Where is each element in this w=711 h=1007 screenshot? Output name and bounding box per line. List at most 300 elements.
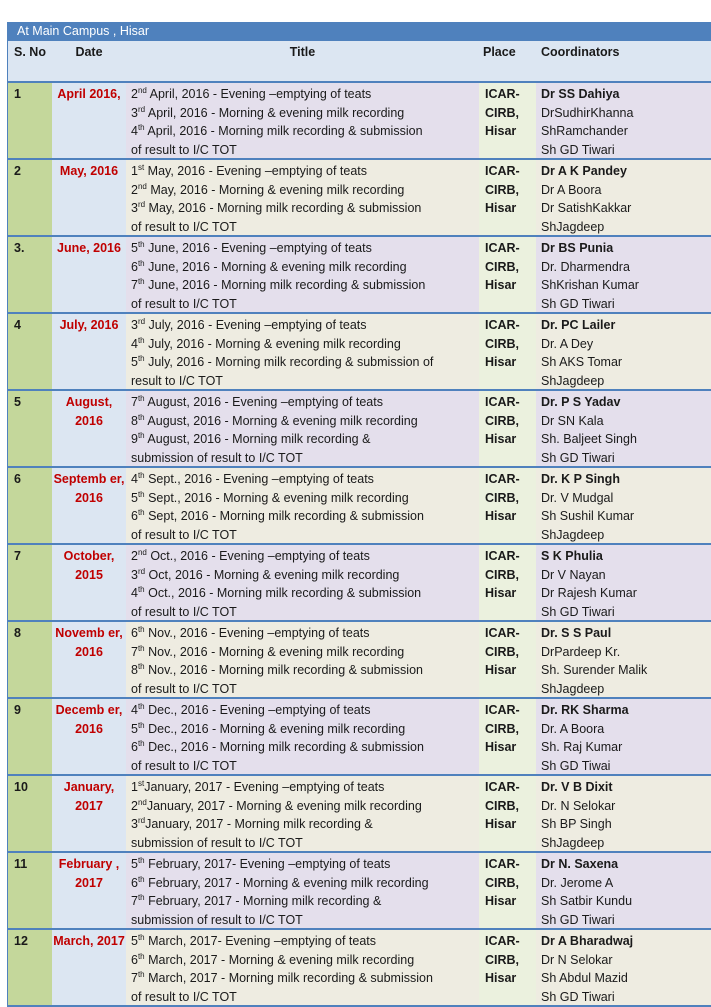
cell-date: February , 2017 [52,853,126,928]
place-line: Hisar [485,894,517,908]
day-number: 6 [131,740,138,754]
ordinal-suffix: nd [137,797,147,807]
cell-title [126,776,479,851]
title-text: Dec., 2016 - Evening –emptying of teats [144,703,371,717]
cell-date: Septemb er, 2016 [52,468,126,543]
cell-place [479,853,536,928]
title-text: May, 2016 - Morning & evening milk recording [146,182,405,197]
place-line: CIRB, [485,105,520,120]
cell-date: January, 2017 [52,776,126,851]
coordinator-name: Sh. Baljeet Singh [541,432,637,446]
title-line [131,680,479,699]
title-text: April, 2016 - Morning & evening milk recording [145,105,405,120]
coordinator-name: Dr N. Saxena [541,857,619,871]
ordinal-suffix: th [137,354,145,363]
title-text: submission of result to I/C TOT [131,450,303,465]
place-line: ICAR- [485,703,520,717]
cell-sno: 4 [8,314,52,389]
cell-date: October, 2015 [52,545,126,620]
title-text: of result to I/C TOT [131,296,237,311]
title-text: August, 2016 - Morning milk recording & [144,432,371,446]
title-line [131,584,479,603]
table-body [8,83,711,1005]
cell-title [126,545,479,620]
coordinator-name: Dr. Dharmendra [541,259,630,274]
place-line: Hisar [485,586,517,600]
day-number: 3 [131,201,138,215]
title-text: January, 2017 - Morning milk recording & [145,817,373,831]
table-row [8,699,711,776]
ordinal-suffix: th [137,123,145,132]
coordinator-name: Dr BS Punia [541,241,614,255]
title-line [131,526,479,545]
coordinator-name: Sh Satbir Kundu [541,894,633,908]
cell-place [479,622,536,697]
ordinal-suffix: nd [137,86,147,95]
day-number: 7 [131,644,138,659]
cell-sno: 3. [8,237,52,312]
title-text: Nov., 2016 - Morning milk recording & submission [144,663,423,677]
title-text: March, 2017 - Morning milk recording & submission [144,971,433,985]
title-line [131,199,479,218]
ordinal-suffix: th [137,394,145,403]
cell-coordinators [536,853,711,928]
day-number: 5 [131,490,138,505]
coordinator-name: Sh Abdul Mazid [541,971,628,985]
coordinator-name: ShRamchander [541,124,628,138]
coordinator-name: S K Phulia [541,549,603,563]
place-line: CIRB, [485,952,520,967]
coordinator-name: Dr. V B Dixit [541,780,613,794]
cell-place [479,83,536,158]
ordinal-suffix: th [137,585,145,594]
coordinator-name: Dr. A Boora [541,721,605,736]
title-line [131,778,479,797]
day-number: 4 [131,703,138,717]
ordinal-suffix: th [137,874,145,884]
cell-title [126,622,479,697]
title-line [131,701,479,720]
title-line [131,507,479,526]
title-line [131,430,479,449]
title-text: Sept, 2016 - Morning milk recording & submission [144,509,424,523]
title-line [131,834,479,853]
title-line [131,720,479,739]
coordinator-name: Dr. K P Singh [541,472,620,486]
header-sno: S. No [14,45,46,59]
cell-coordinators [536,160,711,235]
title-text: May, 2016 - Evening –emptying of teats [144,164,367,178]
coordinator-name: Sh GD Tiwari [541,989,615,1004]
ordinal-suffix: rd [137,200,146,209]
title-text: April, 2016 - Evening –emptying of teats [146,87,372,101]
coordinator-name: Sh GD Tiwai [541,758,611,773]
title-line [131,372,479,391]
title-text: Oct., 2016 - Evening –emptying of teats [146,549,370,563]
day-number: 8 [131,413,138,428]
title-text: July, 2016 - Morning milk recording & submission of [144,355,434,369]
day-number: 5 [131,934,138,948]
title-line [131,393,479,412]
place-line: CIRB, [485,875,520,890]
title-text: of result to I/C TOT [131,681,237,696]
header-title: Title [289,45,316,59]
coordinator-name: Dr. S S Paul [541,626,612,640]
day-number: 1 [131,164,138,178]
title-line [131,353,479,372]
table-row [8,237,711,314]
cell-coordinators [536,776,711,851]
cell-sno: 2 [8,160,52,235]
cell-date: August, 2016 [52,391,126,466]
title-line [131,449,479,468]
cell-title [126,83,479,158]
place-line: ICAR- [485,87,520,101]
ordinal-suffix: th [137,893,145,902]
cell-coordinators [536,391,711,466]
cell-sno: 1 [8,83,52,158]
title-text: July, 2016 - Morning & evening milk recording [144,336,401,351]
coordinator-name: DrPardeep Kr. [541,644,621,659]
place-line: CIRB, [485,567,520,582]
place-line: Hisar [485,201,517,215]
day-number: 3 [131,567,138,582]
cell-coordinators [536,699,711,774]
title-line [131,624,479,643]
coordinator-name: Sh AKS Tomar [541,355,623,369]
title-text: of result to I/C TOT [131,989,237,1004]
ordinal-suffix: th [137,258,145,268]
cell-sno: 8 [8,622,52,697]
header-coordinators: Coordinators [541,45,620,59]
cell-date: May, 2016 [52,160,126,235]
day-number: 5 [131,721,138,736]
coordinator-name: Sh BP Singh [541,817,612,831]
header-place: Place [483,45,516,59]
coordinator-name: ShJagdeep [541,835,605,850]
coordinator-name: Dr SS Dahiya [541,87,620,101]
day-number: 5 [131,355,138,369]
title-line [131,489,479,508]
table-row [8,622,711,699]
coordinator-name: Sh GD Tiwari [541,296,615,311]
day-number: 6 [131,626,138,640]
day-number: 2 [131,798,138,813]
place-line: ICAR- [485,934,520,948]
table-row [8,314,711,391]
cell-date: March, 2017 [52,930,126,1005]
ordinal-suffix: th [137,970,145,979]
coordinator-name: Dr. V Mudgal [541,490,614,505]
ordinal-suffix: rd [137,317,146,326]
day-number: 5 [131,857,138,871]
place-line: ICAR- [485,857,520,871]
title-line [131,335,479,354]
table-row [8,853,711,930]
title-line [131,932,479,951]
cell-title [126,699,479,774]
day-number: 7 [131,395,138,409]
place-line: ICAR- [485,780,520,794]
title-line [131,757,479,776]
coordinator-name: Dr Rajesh Kumar [541,586,637,600]
title-text: of result to I/C TOT [131,142,237,157]
title-text: March, 2017- Evening –emptying of teats [144,934,377,948]
place-line: Hisar [485,971,517,985]
place-line: CIRB, [485,259,520,274]
ordinal-suffix: nd [137,548,147,557]
table-row [8,160,711,237]
place-line: CIRB, [485,413,520,428]
ordinal-suffix: th [137,720,145,730]
title-text: of result to I/C TOT [131,219,237,234]
title-line [131,547,479,566]
title-line [131,258,479,277]
title-line [131,412,479,431]
table-row [8,83,711,160]
title-text: January, 2017 - Morning & evening milk recording [146,798,422,813]
day-number: 7 [131,971,138,985]
ordinal-suffix: st [137,163,145,172]
cell-sno: 12 [8,930,52,1005]
ordinal-suffix: th [137,951,145,961]
day-number: 7 [131,894,138,908]
day-number: 2 [131,87,138,101]
title-line [131,566,479,585]
schedule-table [7,22,711,1007]
title-line [131,162,479,181]
ordinal-suffix: th [137,508,145,517]
table-row [8,545,711,622]
coordinator-name: Dr. A Dey [541,336,594,351]
day-number: 3 [131,817,138,831]
cell-coordinators [536,545,711,620]
coordinator-name: Sh GD Tiwari [541,142,615,157]
day-number: 9 [131,432,138,446]
cell-place [479,776,536,851]
title-text: of result to I/C TOT [131,758,237,773]
ordinal-suffix: th [137,933,145,942]
title-text: Nov., 2016 - Evening –emptying of teats [144,626,370,640]
coordinator-name: ShJagdeep [541,219,605,234]
place-line: ICAR- [485,241,520,255]
place-line: ICAR- [485,164,520,178]
cell-sno: 11 [8,853,52,928]
place-line: CIRB, [485,182,520,197]
coordinator-name: Dr SN Kala [541,413,604,428]
title-line [131,738,479,757]
day-number: 4 [131,472,138,486]
cell-place [479,160,536,235]
place-line: Hisar [485,124,517,138]
ordinal-suffix: th [137,471,145,480]
title-line [131,661,479,680]
place-line: CIRB, [485,721,520,736]
title-text: June, 2016 - Evening –emptying of teats [144,241,372,255]
coordinator-name: Sh. Raj Kumar [541,740,623,754]
day-number: 6 [131,952,138,967]
title-text: February, 2017- Evening –emptying of teats [144,857,391,871]
place-line: ICAR- [485,318,520,332]
cell-date: June, 2016 [52,237,126,312]
place-line: ICAR- [485,395,520,409]
ordinal-suffix: th [137,702,145,711]
title-line [131,815,479,834]
title-text: result to I/C TOT [131,373,223,388]
coordinator-name: Dr. Jerome A [541,875,614,890]
day-number: 1 [131,780,138,794]
day-number: 4 [131,124,138,138]
title-text: Dec., 2016 - Morning & evening milk recording [144,721,406,736]
title-line [131,969,479,988]
day-number: 6 [131,259,138,274]
table-row [8,468,711,545]
title-line [131,951,479,970]
title-line [131,218,479,237]
title-text: May, 2016 - Morning milk recording & submission [145,201,422,215]
cell-place [479,314,536,389]
title-text: Oct, 2016 - Morning & evening milk recording [145,567,400,582]
place-line: CIRB, [485,644,520,659]
title-line [131,603,479,622]
title-text: June, 2016 - Morning milk recording & submission [144,278,426,292]
ordinal-suffix: rd [137,104,146,114]
cell-place [479,391,536,466]
title-line [131,470,479,489]
table-row [8,930,711,1005]
ordinal-suffix: th [137,431,145,440]
coordinator-name: Dr SatishKakkar [541,201,632,215]
title-text: July, 2016 - Evening –emptying of teats [145,318,367,332]
title-text: Oct., 2016 - Morning milk recording & submission [144,586,422,600]
coordinator-name: Dr A Bharadwaj [541,934,634,948]
place-line: Hisar [485,663,517,677]
ordinal-suffix: th [137,739,145,748]
title-line [131,181,479,200]
day-number: 4 [131,336,138,351]
title-line [131,797,479,816]
cell-place [479,545,536,620]
day-number: 3 [131,105,138,120]
cell-coordinators [536,930,711,1005]
cell-place [479,468,536,543]
place-line: Hisar [485,355,517,369]
day-number: 7 [131,278,138,292]
ordinal-suffix: th [137,277,145,286]
title-line [131,874,479,893]
day-number: 2 [131,549,138,563]
cell-date: July, 2016 [52,314,126,389]
coordinator-name: Dr. RK Sharma [541,703,629,717]
ordinal-suffix: th [137,240,145,249]
cell-title [126,237,479,312]
title-line [131,85,479,104]
cell-coordinators [536,237,711,312]
title-text: of result to I/C TOT [131,527,237,542]
title-line [131,295,479,314]
coordinator-name: Dr A Boora [541,182,602,197]
cell-title [126,853,479,928]
cell-place [479,930,536,1005]
title-line [131,643,479,662]
cell-title [126,314,479,389]
title-text: June, 2016 - Morning & evening milk recording [144,259,407,274]
title-text: submission of result to I/C TOT [131,912,303,927]
place-line: ICAR- [485,549,520,563]
cell-coordinators [536,83,711,158]
title-line [131,239,479,258]
title-text: January, 2017 - Evening –emptying of teats [144,780,385,794]
title-text: August, 2016 - Evening –emptying of teats [144,395,383,409]
ordinal-suffix: th [137,412,145,422]
title-text: submission of result to I/C TOT [131,835,303,850]
coordinator-name: Sh GD Tiwari [541,450,615,465]
place-line: Hisar [485,278,517,292]
ordinal-suffix: st [137,779,145,788]
place-line: ICAR- [485,626,520,640]
coordinator-name: ShKrishan Kumar [541,278,639,292]
day-number: 3 [131,318,138,332]
ordinal-suffix: rd [137,816,146,825]
table-row [8,776,711,853]
coordinator-name: ShJagdeep [541,527,605,542]
place-line: Hisar [485,509,517,523]
cell-date: Novemb er, 2016 [52,622,126,697]
ordinal-suffix: th [137,643,145,653]
coordinator-name: Dr N Selokar [541,952,613,967]
title-text: August, 2016 - Morning & evening milk recording [144,413,418,428]
cell-sno: 9 [8,699,52,774]
ordinal-suffix: rd [137,566,146,576]
cell-sno: 6 [8,468,52,543]
cell-date: Decemb er, 2016 [52,699,126,774]
place-line: CIRB, [485,336,520,351]
day-number: 4 [131,586,138,600]
place-line: ICAR- [485,472,520,486]
title-line [131,988,479,1007]
coordinator-name: Sh Sushil Kumar [541,509,635,523]
day-number: 5 [131,241,138,255]
title-line [131,104,479,123]
title-text: Nov., 2016 - Morning & evening milk recording [144,644,405,659]
title-text: Sept., 2016 - Morning & evening milk recording [144,490,409,505]
day-number: 6 [131,509,138,523]
coordinator-name: Dr. PC Lailer [541,318,616,332]
title-text: April, 2016 - Morning milk recording & submission [144,124,423,138]
ordinal-suffix: th [137,662,145,671]
day-number: 2 [131,182,138,197]
coordinator-name: ShJagdeep [541,681,605,696]
cell-place [479,699,536,774]
cell-title [126,391,479,466]
cell-date: April 2016, [52,83,126,158]
title-text: of result to I/C TOT [131,604,237,619]
coordinator-name: Dr. N Selokar [541,798,616,813]
cell-coordinators [536,622,711,697]
title-text: Dec., 2016 - Morning milk recording & submission [144,740,424,754]
cell-coordinators [536,314,711,389]
cell-coordinators [536,468,711,543]
day-number: 6 [131,875,138,890]
coordinator-name: Dr. P S Yadav [541,395,621,409]
cell-title [126,468,479,543]
ordinal-suffix: th [137,625,145,634]
title-text: February, 2017 - Morning milk recording & [144,894,382,908]
cell-title [126,930,479,1005]
coordinator-name: Dr V Nayan [541,567,606,582]
header-date: Date [75,45,103,59]
place-line: Hisar [485,817,517,831]
